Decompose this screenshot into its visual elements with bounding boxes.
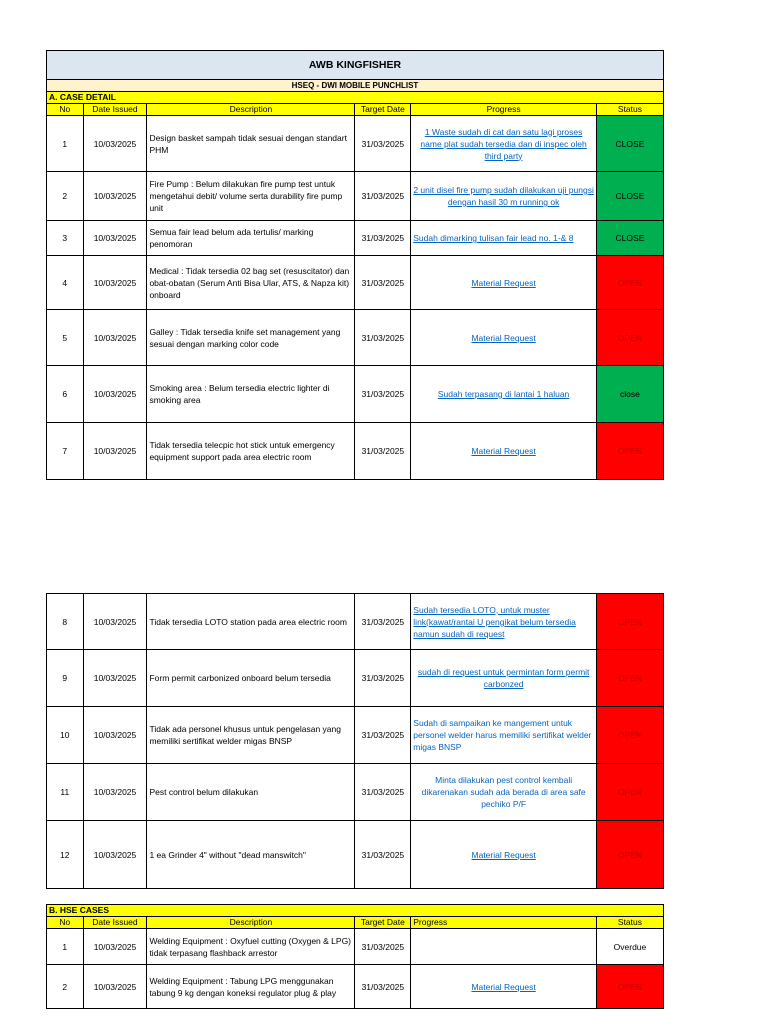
progress-note (411, 594, 597, 650)
status-badge: OPEN (597, 821, 664, 889)
description: Semua fair lead belum ada tertulis/ marking penomoran (147, 221, 355, 256)
target-date: 31/03/2025 (355, 594, 411, 650)
row-number: 2 (47, 965, 84, 1009)
progress-text: Minta dilakukan pest control kembali dikarenakan sudah ada berada di area safe pechiko P/F (421, 775, 586, 809)
table-row (47, 256, 664, 310)
description: Form permit carbonized onboard belum tersedia (147, 650, 355, 707)
target-date: 31/03/2025 (355, 310, 411, 366)
date-issued: 10/03/2025 (83, 650, 147, 707)
target-date: 31/03/2025 (355, 650, 411, 707)
progress-note (411, 366, 597, 423)
progress-note (411, 172, 597, 221)
column-header-row (47, 104, 664, 116)
progress-link[interactable]: Material Request (471, 277, 536, 288)
progress-note (411, 821, 597, 889)
status-badge: OPEN (596, 310, 663, 366)
status-badge: OPEN (597, 764, 664, 821)
target-date: 31/03/2025 (355, 821, 411, 889)
col-header-progress: Progress (411, 917, 597, 929)
progress-link[interactable]: 2 unit disel fire pump sudah dilakukan uji pungsi dengan hasil 30 m running ok (413, 185, 594, 207)
table-row (47, 310, 664, 366)
table-row (47, 423, 664, 480)
col-header-no: No (47, 917, 84, 929)
progress-link[interactable]: Material Request (471, 849, 536, 860)
col-header-target: Target Date (355, 917, 411, 929)
progress-text: Sudah di sampaikan ke mangement untuk personel welder harus memiliki sertifikat welder migas BNSP (413, 718, 592, 752)
target-date: 31/03/2025 (355, 764, 411, 821)
status-badge: OPEN (596, 965, 663, 1009)
col-header-status: Status (596, 104, 663, 116)
status-badge: CLOSE (596, 172, 663, 221)
col-header-description: Description (147, 104, 355, 116)
hse-cases-table (46, 904, 664, 1009)
date-issued: 10/03/2025 (83, 310, 147, 366)
progress-note (411, 650, 597, 707)
progress-note (411, 256, 597, 310)
row-number: 4 (47, 256, 84, 310)
progress-note (411, 965, 597, 1009)
progress-note (411, 707, 597, 764)
document-subtitle: HSEQ - DWI MOBILE PUNCHLIST (47, 80, 664, 92)
description: Smoking area : Belum tersedia electric lighter di smoking area (147, 366, 355, 423)
status-badge: close (596, 366, 663, 423)
table-row (47, 172, 664, 221)
table-row (47, 594, 664, 650)
date-issued: 10/03/2025 (83, 423, 147, 480)
table-row (47, 929, 664, 965)
section-b-title: B. HSE CASES (47, 905, 664, 917)
status-badge: CLOSE (596, 221, 663, 256)
target-date: 31/03/2025 (355, 256, 411, 310)
section-a-title: A. CASE DETAIL (47, 92, 664, 104)
progress-link[interactable]: sudah di request untuk permintan form permit carbonzed (417, 667, 590, 689)
description: Medical : Tidak tersedia 02 bag set (resuscitator) dan obat-obatan (Serum Anti Bisa Ular, ATS, & Napza kit) onboard (147, 256, 355, 310)
status-badge: CLOSE (596, 116, 663, 172)
progress-link[interactable]: Material Request (471, 446, 536, 456)
row-number: 5 (47, 310, 84, 366)
progress-note (411, 929, 597, 965)
col-header-description: Description (147, 917, 355, 929)
progress-link[interactable]: Sudah terpasang di lantai 1 haluan (437, 389, 570, 399)
col-header-date: Date Issued (83, 917, 147, 929)
row-number: 3 (47, 221, 84, 256)
date-issued: 10/03/2025 (83, 929, 147, 965)
row-number: 9 (47, 650, 84, 707)
date-issued: 10/03/2025 (83, 221, 147, 256)
date-issued: 10/03/2025 (83, 172, 147, 221)
table-row (47, 116, 664, 172)
date-issued: 10/03/2025 (83, 366, 147, 423)
target-date: 31/03/2025 (355, 707, 411, 764)
col-header-date: Date Issued (83, 104, 147, 116)
table-row (47, 707, 664, 764)
progress-note (411, 423, 597, 480)
punchlist-table-continued (46, 593, 664, 889)
table-row (47, 821, 664, 889)
col-header-status: Status (596, 917, 663, 929)
description: Tidak tersedia LOTO station pada area electric room (147, 594, 355, 650)
target-date: 31/03/2025 (355, 221, 411, 256)
date-issued: 10/03/2025 (83, 116, 147, 172)
row-number: 7 (47, 423, 84, 480)
progress-note (411, 764, 597, 821)
col-header-target: Target Date (355, 104, 411, 116)
table-row (47, 366, 664, 423)
description: Welding Equipment : Oxyfuel cutting (Oxygen & LPG) tidak terpasang flashback arrestor (147, 929, 355, 965)
status-badge: Overdue (596, 929, 663, 965)
date-issued: 10/03/2025 (83, 764, 147, 821)
description: 1 ea Grinder 4" without "dead manswitch" (147, 821, 355, 889)
target-date: 31/03/2025 (355, 172, 411, 221)
status-badge: OPEN (597, 650, 664, 707)
status-badge: OPEN (596, 256, 663, 310)
date-issued: 10/03/2025 (83, 965, 147, 1009)
description: Tidak ada personel khusus untuk pengelasan yang memiliki sertifikat welder migas BNSP (147, 707, 355, 764)
target-date: 31/03/2025 (355, 423, 411, 480)
description: Fire Pump : Belum dilakukan fire pump test untuk mengetahui debit/ volume serta durability fire pump unit (147, 172, 355, 221)
progress-note (411, 116, 597, 172)
description: Pest control belum dilakukan (147, 764, 355, 821)
row-number: 6 (47, 366, 84, 423)
progress-link[interactable]: Sudah tersedia LOTO, untuk muster link(kawat/rantai U pengikat belum tersedia namun sudah di request (413, 604, 576, 639)
date-issued: 10/03/2025 (83, 707, 147, 764)
status-badge: OPEN (596, 423, 663, 480)
status-badge: OPEN (597, 707, 664, 764)
target-date: 31/03/2025 (355, 116, 411, 172)
progress-link[interactable]: 1 Waste sudah di cat dan satu lagi proses name plat sudah tersedia dan di inspec oleh third party (420, 126, 587, 161)
document-title: AWB KINGFISHER (47, 51, 664, 80)
date-issued: 10/03/2025 (83, 594, 147, 650)
row-number: 1 (47, 929, 84, 965)
date-issued: 10/03/2025 (83, 256, 147, 310)
target-date: 31/03/2025 (355, 965, 411, 1009)
punchlist-table-top (46, 50, 664, 480)
progress-link[interactable]: Material Request (471, 981, 536, 992)
progress-note (411, 221, 597, 256)
column-header-row (47, 917, 664, 929)
date-issued: 10/03/2025 (83, 821, 147, 889)
progress-link[interactable]: Material Request (471, 332, 536, 343)
description: Design basket sampah tidak sesuai dengan standart PHM (147, 116, 355, 172)
description: Welding Equipment : Tabung LPG menggunakan tabung 9 kg dengan koneksi regulator plug & play (147, 965, 355, 1009)
progress-link[interactable]: Sudah dimarking tulisan fair lead no. 1-& 8 (413, 233, 574, 243)
status-badge: OPEN (597, 594, 664, 650)
row-number: 2 (47, 172, 84, 221)
target-date: 31/03/2025 (355, 366, 411, 423)
row-number: 8 (47, 594, 84, 650)
description: Tidak tersedia telecpic hot stick untuk emergency equipment support pada area electric room (147, 423, 355, 480)
row-number: 12 (47, 821, 84, 889)
target-date: 31/03/2025 (355, 929, 411, 965)
table-row (47, 764, 664, 821)
description: Galley : Tidak tersedia knife set management yang sesuai dengan marking color code (147, 310, 355, 366)
table-row (47, 221, 664, 256)
progress-note (411, 310, 597, 366)
col-header-no: No (47, 104, 84, 116)
table-row (47, 650, 664, 707)
row-number: 11 (47, 764, 84, 821)
row-number: 10 (47, 707, 84, 764)
table-row (47, 965, 664, 1009)
col-header-progress: Progress (411, 104, 597, 116)
row-number: 1 (47, 116, 84, 172)
